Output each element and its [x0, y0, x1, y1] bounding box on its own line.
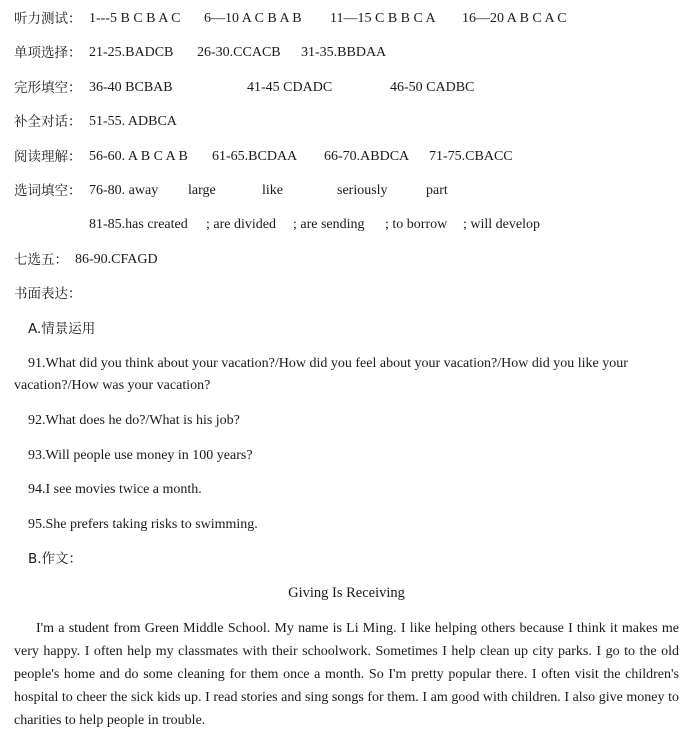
word-fill-row2-prefix: 81-85.has created — [89, 217, 188, 232]
word-fill-word-2: like — [262, 183, 283, 198]
listening-group-4: 16—20 A B C A C — [462, 11, 567, 26]
word-fill-word-3: seriously — [337, 183, 388, 198]
reading-group-4: 71-75.CBACC — [429, 149, 513, 164]
q95-answer: 95.She prefers taking risks to swimming. — [28, 517, 258, 532]
section-b-heading — [28, 550, 82, 569]
seven-five-label: 七选五： — [14, 252, 68, 268]
reading-label: 阅读理解： — [14, 149, 82, 165]
word-fill-word-1: large — [188, 183, 216, 198]
listening-label: 听力测试： — [14, 11, 82, 27]
section-a-heading — [28, 320, 95, 339]
word-fill-item-4: ; will develop — [463, 217, 540, 232]
reading-group-2: 61-65.BCDAA — [212, 149, 298, 164]
writing-row — [14, 285, 82, 304]
section-b-label: B.作文： — [28, 551, 83, 567]
q92-answer: 92.What does he do?/What is his job? — [28, 413, 240, 428]
word-fill-word-4: part — [426, 183, 448, 198]
dialogue-answer: 51-55. ADBCA — [89, 114, 177, 129]
single-choice-group-1: 21-25.BADCB — [89, 45, 174, 60]
cloze-group-1: 36-40 BCBAB — [89, 80, 173, 95]
single-choice-group-3: 31-35.BBDAA — [301, 45, 387, 60]
cloze-row — [14, 79, 82, 98]
single-choice-group-2: 26-30.CCACB — [197, 45, 281, 60]
reading-row — [14, 148, 82, 167]
cloze-group-3: 46-50 CADBC — [390, 80, 475, 95]
reading-group-1: 56-60. A B C A B — [89, 149, 188, 164]
listening-group-2: 6—10 A C B A B — [204, 11, 302, 26]
single-choice-row — [14, 44, 82, 63]
cloze-label: 完形填空： — [14, 80, 82, 96]
dialogue-row — [14, 113, 82, 132]
single-choice-label: 单项选择： — [14, 45, 82, 61]
dialogue-label: 补全对话： — [14, 114, 82, 130]
word-fill-item-2: ; are sending — [293, 217, 365, 232]
listening-group-1: 1---5 B C B A C — [89, 11, 181, 26]
word-fill-row1-prefix: 76-80. away — [89, 183, 159, 198]
essay-body: I'm a student from Green Middle School. My name is Li Ming. I like helping others because I think it makes me very happy. I often help my classmates with their schoolwork. Sometimes I help clean up city parks. I go to the old people's home and do some cleaning for them once a month. So I'm pretty popular there. I often visit the children's hospital to cheer the sick kids up. I read stories and sing songs for them. I am good with children. I also give money to charities to help people in trouble. — [14, 621, 679, 728]
writing-label: 书面表达： — [14, 286, 82, 302]
listening-row — [14, 10, 82, 29]
section-a-label: A.情景运用 — [28, 321, 96, 337]
cloze-group-2: 41-45 CDADC — [247, 80, 333, 95]
reading-group-3: 66-70.ABDCA — [324, 149, 410, 164]
listening-group-3: 11—15 C B B C A — [330, 11, 436, 26]
essay-title: Giving Is Receiving — [288, 585, 405, 601]
word-fill-row — [14, 182, 82, 201]
seven-five-row — [14, 251, 68, 270]
q91-line-2: vacation?/How was your vacation? — [14, 378, 211, 393]
q91-line-1: 91.What did you think about your vacation?/How did you feel about your vacation?/How did you like your — [28, 356, 628, 371]
word-fill-item-1: ; are divided — [206, 217, 276, 232]
q94-answer: 94.I see movies twice a month. — [28, 482, 202, 497]
word-fill-label: 选词填空： — [14, 183, 82, 199]
word-fill-item-3: ; to borrow — [385, 217, 448, 232]
q93-answer: 93.Will people use money in 100 years? — [28, 448, 253, 463]
seven-five-answer: 86-90.CFAGD — [75, 252, 158, 267]
